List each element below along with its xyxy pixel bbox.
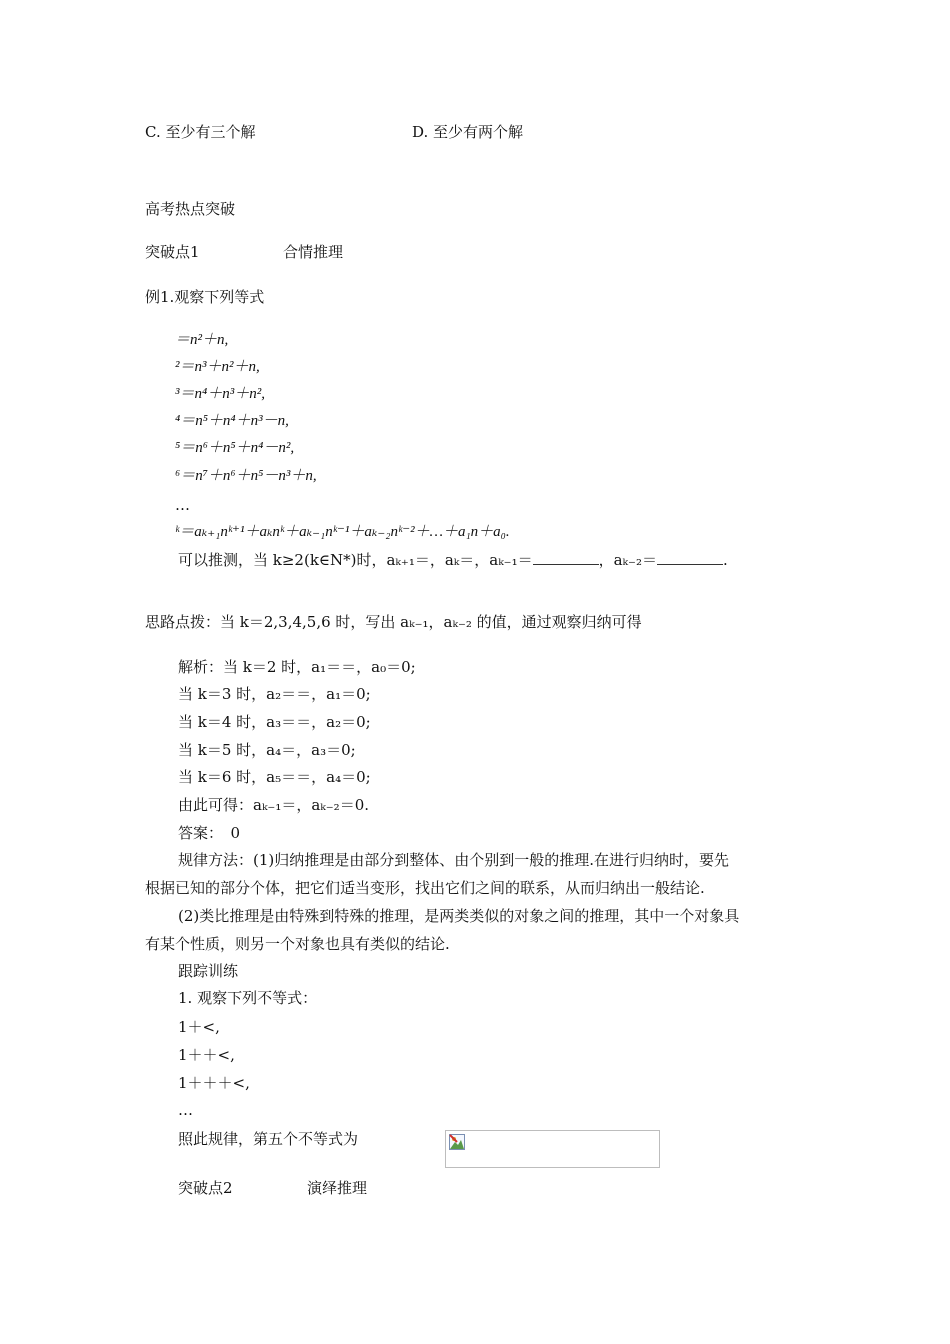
broken-image-icon (449, 1134, 465, 1150)
training-q1: 1. 观察下列不等式： (178, 989, 318, 1007)
solution-line-3: 当 k＝4 时，a₃＝＝，a₂＝0; (178, 713, 371, 731)
example1-title: 例1.观察下列等式 (145, 288, 265, 306)
section-title: 高考热点突破 (145, 200, 236, 218)
equation-2: ²＝n³＋n²＋n, (175, 359, 260, 375)
equation-6: ⁶＝n⁷＋n⁶＋n⁵－n³＋n, (175, 468, 317, 484)
option-c: C. 至少有三个解 (145, 123, 256, 141)
training-prompt: 照此规律，第五个不等式为 (178, 1130, 359, 1148)
hint: 思路点拨：当 k＝2,3,4,5,6 时，写出 aₖ₋₁，aₖ₋₂ 的值，通过观察归纳可得 (145, 613, 642, 631)
answer-line: 答案： 0 (178, 824, 241, 842)
inequality-1: 1＋<, (178, 1018, 220, 1036)
inequality-2: 1＋＋<, (178, 1046, 235, 1064)
point2-label: 突破点2 (178, 1179, 233, 1197)
inequality-3: 1＋＋＋<, (178, 1074, 250, 1092)
guess-suffix: . (722, 551, 728, 569)
answer-blank-2[interactable] (657, 550, 723, 565)
solution-line-1: 解析：当 k＝2 时，a₁＝＝，a₀＝0; (178, 658, 416, 676)
solution-line-5: 当 k＝6 时，a₅＝＝，a₄＝0; (178, 768, 371, 786)
equation-4: ⁴＝n⁵＋n⁴＋n³－n, (175, 413, 289, 429)
guess-prefix: 可以推测，当 k≥2(k∈N*)时，aₖ₊₁＝，aₖ＝，aₖ₋₁＝ (178, 551, 533, 569)
training-title: 跟踪训练 (178, 962, 239, 980)
equation-5: ⁵＝n⁶＋n⁵＋n⁴－n², (175, 440, 295, 456)
point1-title: 合情推理 (283, 243, 344, 261)
method-p2b: 有某个性质，则另一个对象也具有类似的结论. (145, 935, 450, 953)
method-p2a: (2)类比推理是由特殊到特殊的推理，是两类类似的对象之间的推理，其中一个对象具 (178, 907, 740, 925)
method-p1a: 规律方法：(1)归纳推理是由部分到整体、由个别到一般的推理.在进行归纳时，要先 (178, 851, 730, 869)
inequality-ellipsis: … (178, 1101, 193, 1119)
equation-general: ᵏ＝aₖ₊₁nᵏ⁺¹＋aₖnᵏ＋aₖ₋₁nᵏ⁻¹＋aₖ₋₂nᵏ⁻²＋…＋a₁n＋a₀. (175, 524, 510, 540)
solution-line-4: 当 k＝5 时，a₄＝，a₃＝0; (178, 741, 356, 759)
guess-line (178, 550, 728, 570)
equation-1: ＝n²＋n, (175, 332, 229, 348)
equation-3: ³＝n⁴＋n³＋n², (175, 386, 265, 402)
guess-mid: ，aₖ₋₂＝ (598, 551, 657, 569)
option-d: D. 至少有两个解 (412, 123, 524, 141)
broken-image-placeholder (445, 1130, 660, 1168)
solution-line-6: 由此可得：aₖ₋₁＝，aₖ₋₂＝0. (178, 796, 370, 814)
equation-ellipsis: … (175, 496, 190, 514)
point1-label: 突破点1 (145, 243, 200, 261)
answer-blank-1[interactable] (533, 550, 599, 565)
method-p1b: 根据已知的部分个体，把它们适当变形，找出它们之间的联系，从而归纳出一般结论. (145, 879, 705, 897)
point2-title: 演绎推理 (307, 1179, 368, 1197)
solution-line-2: 当 k＝3 时，a₂＝＝，a₁＝0; (178, 685, 371, 703)
